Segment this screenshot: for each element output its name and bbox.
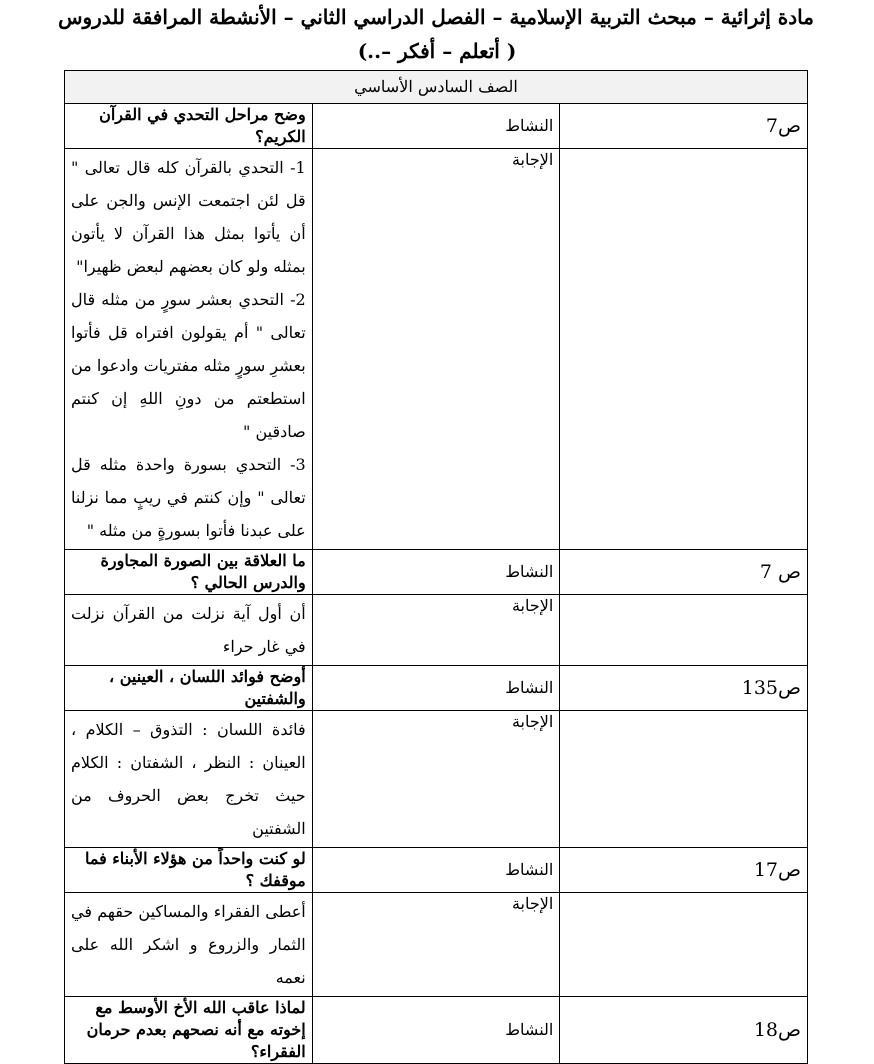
- answer-line: فائدة اللسان : التذوق – الكلام ، العينان : النظر ، الشفتان : الكلام حيث تخرج بعض الحروف من الشفتين: [71, 720, 306, 838]
- activity-question-cell: لو كنت واحداً من هؤلاء الأبناء فما موقفك ؟: [65, 848, 313, 893]
- document-subtitle: ( أتعلم – أفكر –..): [357, 39, 517, 63]
- page-number-cell: [560, 893, 808, 997]
- page-number-cell: [560, 595, 808, 666]
- page-number-cell: ص135: [560, 666, 808, 711]
- activity-label-cell: النشاط: [312, 104, 560, 149]
- grade-row: [65, 71, 808, 104]
- activity-question-cell: ما العلاقة بين الصورة المجاورة والدرس الحالي ؟: [65, 550, 313, 595]
- table-row: [65, 711, 808, 848]
- answer-line: 3- التحدي بسورة واحدة مثله قل تعالى " وإن كنتم في ريبٍ مما نزلنا على عبدنا فأتوا بسورةٍ من مثله ": [71, 455, 306, 540]
- table-row: [65, 550, 808, 595]
- answer-label-cell: الإجابة: [312, 893, 560, 997]
- page-number-cell: ص7: [560, 104, 808, 149]
- answer-line: أعطى الفقراء والمساكين حقهم في الثمار والزروع و اشكر الله على نعمه: [71, 902, 306, 987]
- answer-line: 1- التحدي بالقرآن كله قال تعالى " قل لئن اجتمعت الإنس والجن على أن يأتوا بمثل هذا القرآن لا يأتون بمثله ولو كان بعضهم لبعض ظهيرا": [71, 158, 306, 276]
- answer-line: أن أول آية نزلت من القرآن نزلت في غار حراء: [71, 604, 306, 656]
- activity-label-cell: النشاط: [312, 997, 560, 1064]
- activity-label-cell: النشاط: [312, 550, 560, 595]
- page-number-cell: [560, 149, 808, 550]
- page-number-cell: [560, 711, 808, 848]
- document-title: مادة إثرائية – مبحث التربية الإسلامية – الفصل الدراسي الثاني – الأنشطة المرافقة للدروس: [58, 5, 814, 29]
- page-number-cell: ص17: [560, 848, 808, 893]
- table-row: [65, 149, 808, 550]
- answer-label-cell: الإجابة: [312, 711, 560, 848]
- table-row: [65, 666, 808, 711]
- table-row: [65, 848, 808, 893]
- answer-cell: [65, 595, 313, 666]
- answer-cell: [65, 893, 313, 997]
- activity-question-cell: وضح مراحل التحدي في القرآن الكريم؟: [65, 104, 313, 149]
- table-row: [65, 104, 808, 149]
- activity-question-cell: لماذا عاقب الله الأخ الأوسط مع إخوته مع أنه نصحهم بعدم حرمان الفقراء؟: [65, 997, 313, 1064]
- table-row: [65, 893, 808, 997]
- activity-label-cell: النشاط: [312, 848, 560, 893]
- grade-cell: الصف السادس الأساسي: [65, 71, 808, 104]
- answer-cell: [65, 149, 313, 550]
- page-number-cell: ص 7: [560, 550, 808, 595]
- answer-label-cell: الإجابة: [312, 149, 560, 550]
- activity-question-cell: أوضح فوائد اللسان ، العينين ، والشفتين: [65, 666, 313, 711]
- activities-table: [64, 70, 808, 1064]
- answer-cell: [65, 711, 313, 848]
- table-row: [65, 595, 808, 666]
- page-number-cell: ص18: [560, 997, 808, 1064]
- answer-line: 2- التحدي بعشر سورٍ من مثله قال تعالى " أم يقولون افتراه قل فأتوا بعشرِ سورٍ مثله مفتريات وادعوا من استطعتم من دونِ اللهِ إن كنتم صادقين ": [71, 290, 306, 441]
- activity-label-cell: النشاط: [312, 666, 560, 711]
- table-row: [65, 997, 808, 1064]
- answer-label-cell: الإجابة: [312, 595, 560, 666]
